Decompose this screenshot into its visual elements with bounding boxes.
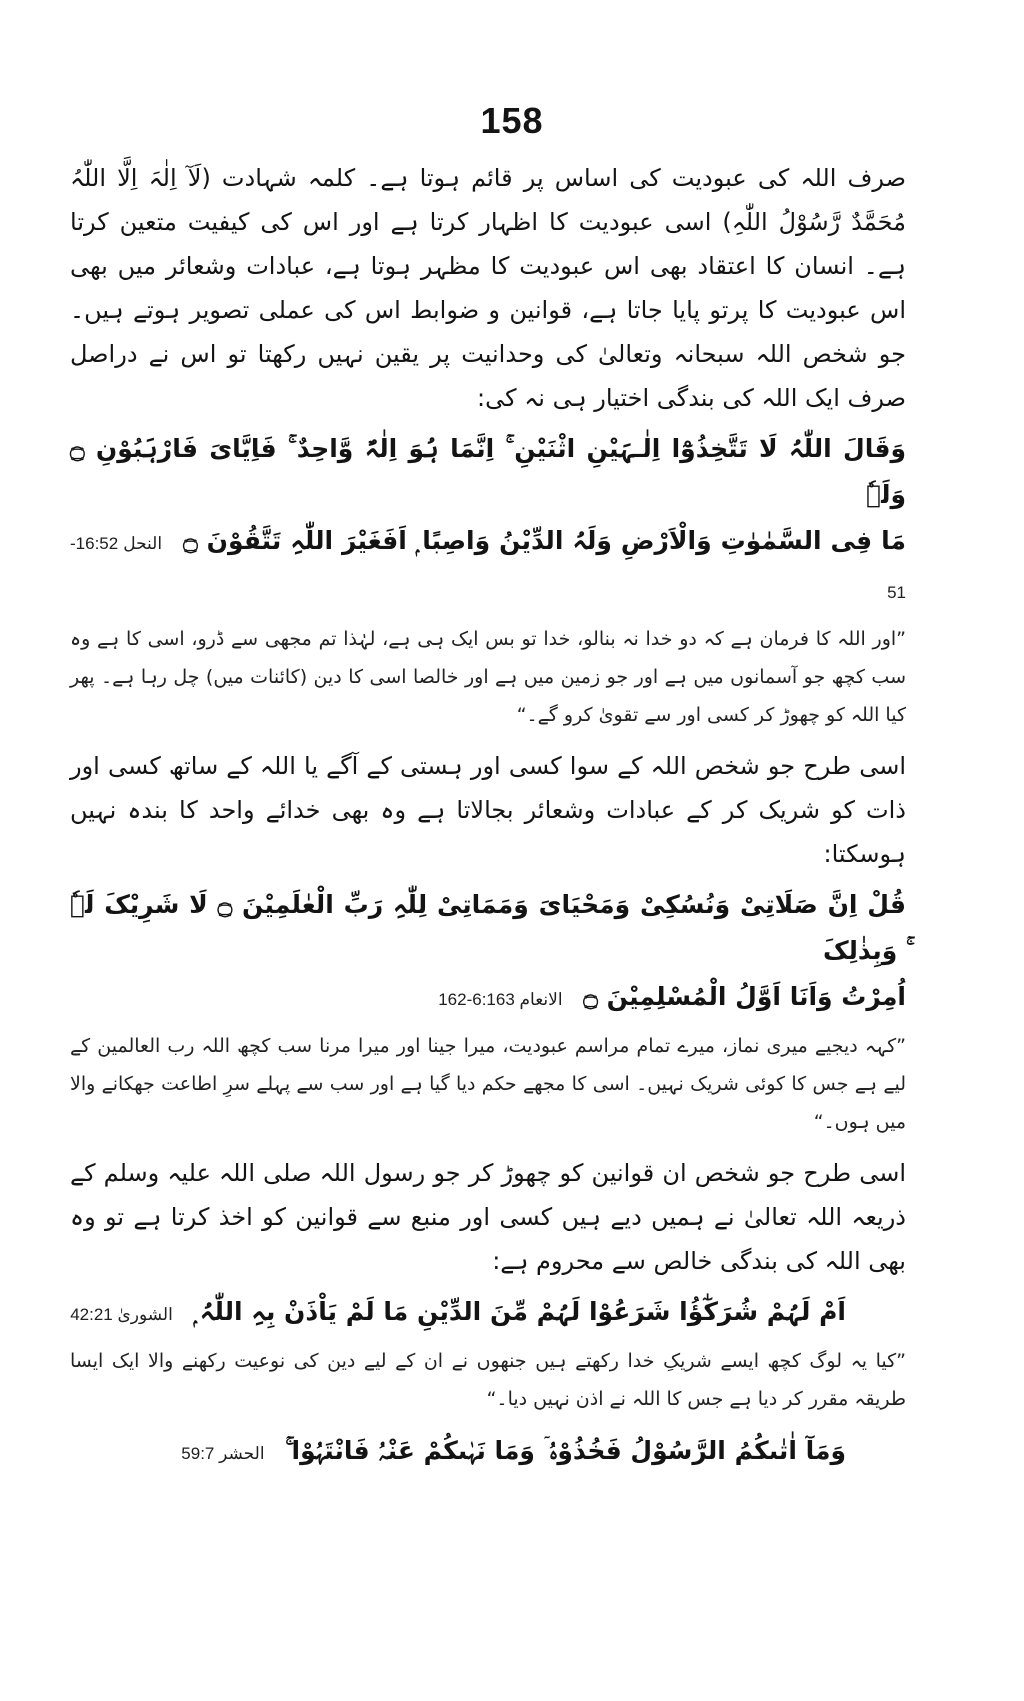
verse-2-line-1: قُلْ اِنَّ صَلَاتِیْ وَنُسُکِیْ وَمَحْیَایَ وَمَمَاتِیْ لِلّٰہِ رَبِّ الْعٰلَمِیْنَ ۝ لَا شَرِیْکَ لَہٗ ۚ وَبِذٰلِکَ [70,890,906,965]
page-content [70,156,906,1481]
verse-3-reference: الشوریٰ 42:21 [70,1305,173,1324]
page-number: 158 [480,100,544,141]
paragraph-1: صرف اللہ کی عبودیت کی اساس پر قائم ہوتا ہے۔ کلمہ شہادت (لَآ اِلٰہَ اِلَّا اللّٰہُ مُحَمَّدٌ رَّسُوْلُ اللّٰہِ) اسی عبودیت کا اظہار کرتا ہے اور اس کی کیفیت متعین کرتا ہے۔ انسان کا اعتقاد بھی اس عبودیت کا مظہر ہوتا ہے، عبادات وشعائر میں بھی اس عبودیت کا پرتو پایا جاتا ہے، قوانین و ضوابط اس کی عملی تصویر ہوتے ہیں۔ جو شخص اللہ سبحانہ وتعالیٰ کی وحدانیت پر یقین نہیں رکھتا تو اس نے دراصل صرف ایک اللہ کی بندگی اختیار ہی نہ کی: [70,164,906,412]
verse-3-text: اَمْ لَہُمْ شُرَکٰٓؤُا شَرَعُوْا لَہُمْ مِّنَ الدِّیْنِ مَا لَمْ یَاْذَنْ بِہِ اللّٰہُ ۭ [193,1297,846,1326]
paragraph-3: اسی طرح جو شخص ان قوانین کو چھوڑ کر جو رسول اللہ صلی اللہ علیہ وسلم کے ذریعہ اللہ تعالیٰ نے ہمیں دیے ہیں کسی اور منبع سے قوانین کو اخذ کرتا ہے تو وہ بھی اللہ کی بندگی خالص سے محروم ہے: [70,1159,906,1275]
verse-2-reference: الانعام 6:163-162 [438,990,563,1009]
verse-2-line-2-text: اُمِرْتُ وَاَنَا اَوَّلُ الْمُسْلِمِیْنَ ۝ [583,982,906,1011]
verse-4-reference: الحشر 59:7 [181,1444,265,1463]
quran-verse-1 [70,426,906,616]
translation-1: ”اور اللہ کا فرمان ہے کہ دو خدا نہ بنالو، خدا تو بس ایک ہی ہے، لہٰذا تم مجھی سے ڈرو، اسی کا ہے وہ سب کچھ جو آسمانوں میں ہے اور جو زمین میں ہے اور خالصا اسی کا دین (کائنات میں) چل رہا ہے۔ پھر کیا اللہ کو چھوڑ کر کسی اور سے تقویٰ کرو گے۔“ [70,628,906,726]
translation-3: ”کیا یہ لوگ کچھ ایسے شریکِ خدا رکھتے ہیں جنھوں نے ان کے لیے دین کی نوعیت رکھنے والا ایک ایسا طریقہ مقرر کر دیا ہے جس کا اللہ نے اذن نہیں دیا۔“ [70,1350,906,1410]
verse-4-text: وَمَآ اٰتٰىکُمُ الرَّسُوْلُ فَخُذُوْہُ ۤ وَمَا نَہٰىکُمْ عَنْہُ فَانْتَہُوْا ۚ [285,1436,846,1465]
verse-1-reference: النحل 16:52-51 [70,534,906,602]
paragraph-2: اسی طرح جو شخص اللہ کے سوا کسی اور ہستی کے آگے یا اللہ کے ساتھ کسی اور ذات کو شریک کر کے عبادات وشعائر بجالاتا ہے وہ بھی خدائے واحد کا بندہ نہیں ہوسکتا: [70,752,906,868]
quran-verse-4 [70,1428,906,1477]
verse-1-line-2 [70,518,906,616]
verse-1-line-1: وَقَالَ اللّٰہُ لَا تَتَّخِذُوْٓا اِلٰـہَیْنِ اثْنَیْنِ ۚ اِنَّمَا ہُوَ اِلٰہٌ وَّاحِدٌ ۚ فَاِیَّایَ فَارْہَبُوْنِ ۝ وَلَہٗ [70,434,906,509]
translation-2: ”کہہ دیجیے میری نماز، میرے تمام مراسم عبودیت، میرا جینا اور میرا مرنا سب کچھ اللہ رب العالمین کے لیے ہے جس کا کوئی شریک نہیں۔ اسی کا مجھے حکم دیا گیا ہے اور سب سے پہلے سرِ اطاعت جھکانے والا میں ہوں۔“ [70,1035,906,1133]
quran-verse-2 [70,882,906,1023]
verse-1-line-2-text: مَا فِی السَّمٰوٰتِ وَالْاَرْضِ وَلَہُ الدِّیْنُ وَاصِبًا ۭ اَفَغَیْرَ اللّٰہِ تَتَّقُوْنَ ۝ [183,526,906,555]
verse-2-line-2 [70,974,906,1023]
quran-verse-3 [70,1289,906,1338]
